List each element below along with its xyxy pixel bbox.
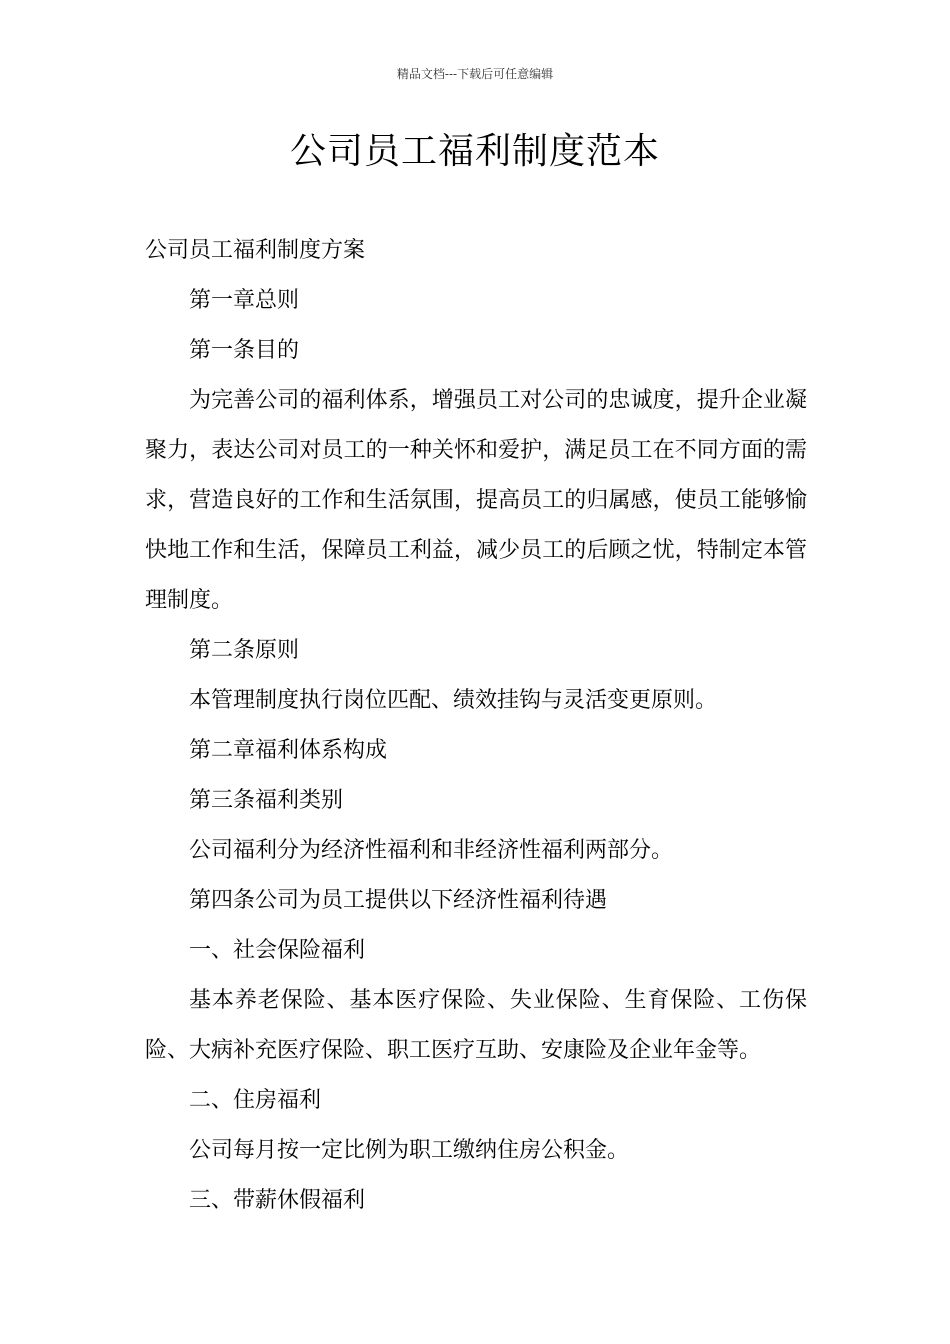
header-note: 精品文档---下载后可任意编辑 bbox=[396, 67, 554, 81]
paragraph-chapter-heading: 第一章总则 bbox=[189, 288, 300, 313]
paragraph-article-heading: 第一条目的 bbox=[189, 338, 300, 363]
paragraph-body: 本管理制度执行岗位匹配、绩效挂钩与灵活变更原则。 bbox=[189, 688, 718, 713]
document-title: 公司员工福利制度范本 bbox=[289, 131, 660, 172]
paragraph-body: 公司福利分为经济性福利和非经济性福利两部分。 bbox=[189, 838, 674, 863]
paragraph-article-heading: 第二条原则 bbox=[189, 638, 300, 663]
paragraph-article-heading: 第四条公司为员工提供以下经济性福利待遇 bbox=[189, 888, 608, 913]
paragraph-section-heading: 二、住房福利 bbox=[189, 1088, 322, 1113]
document-body bbox=[145, 226, 807, 1226]
paragraph-section-heading: 一、社会保险福利 bbox=[189, 938, 366, 963]
paragraph-section-heading: 三、带薪休假福利 bbox=[189, 1188, 366, 1213]
paragraph-body: 为完善公司的福利体系，增强员工对公司的忠诚度，提升企业凝聚力，表达公司对员工的一种关怀和爱护，满足员工在不同方面的需求，营造良好的工作和生活氛围，提高员工的归属感，使员工能够愉快地工作和生活，保障员工利益，减少员工的后顾之忧，特制定本管理制度。 bbox=[145, 388, 807, 613]
paragraph-article-heading: 第三条福利类别 bbox=[189, 788, 344, 813]
paragraph-body: 公司每月按一定比例为职工缴纳住房公积金。 bbox=[189, 1138, 630, 1163]
paragraph-subtitle: 公司员工福利制度方案 bbox=[145, 238, 366, 263]
paragraph-body: 基本养老保险、基本医疗保险、失业保险、生育保险、工伤保险、大病补充医疗保险、职工医疗互助、安康险及企业年金等。 bbox=[145, 988, 807, 1063]
paragraph-chapter-heading: 第二章福利体系构成 bbox=[189, 738, 388, 763]
